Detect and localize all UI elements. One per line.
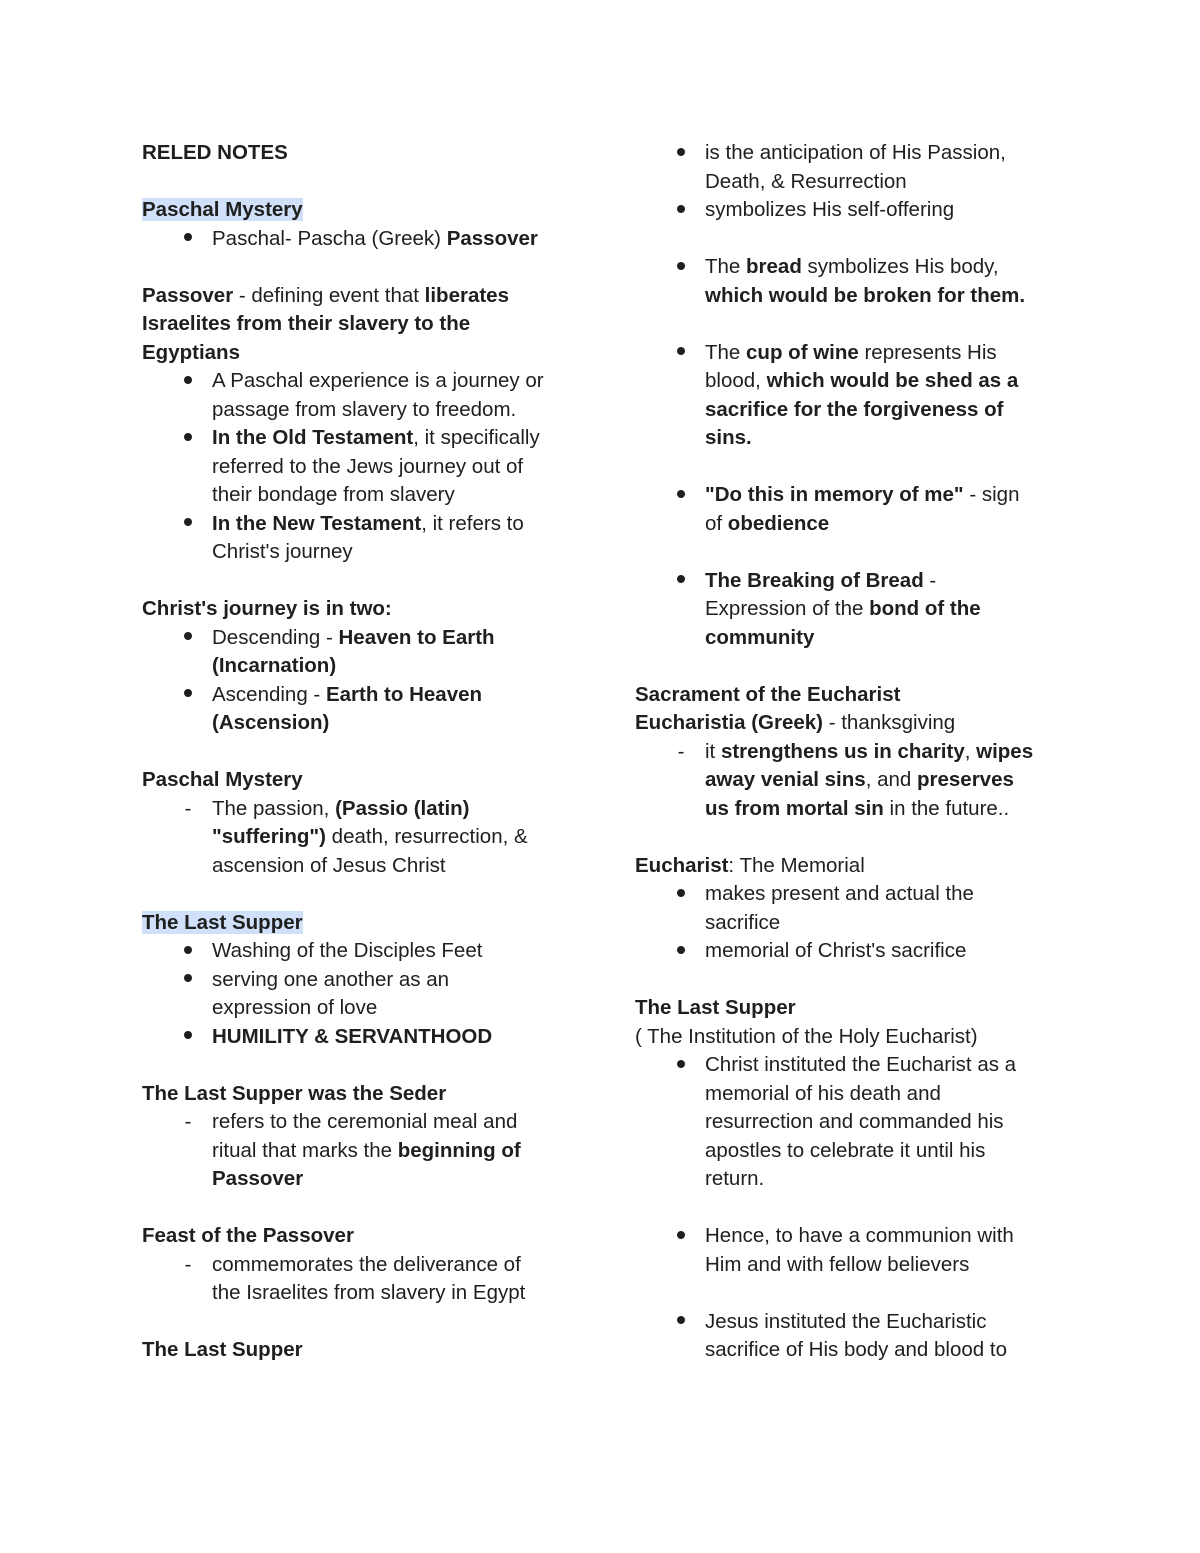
dash-icon bbox=[671, 738, 691, 767]
last-supper-heading: The Last Supper bbox=[142, 910, 303, 934]
list-item: The Breaking of Bread - Expression of the bond of the community bbox=[635, 567, 1065, 653]
journey-heading: Christ's journey is in two: bbox=[142, 597, 392, 620]
list-item: In the New Testament, it refers to Christ's journey bbox=[142, 510, 582, 567]
memorial-heading: Eucharist: The Memorial bbox=[635, 853, 865, 877]
list-item: Jesus instituted the Eucharistic sacrifice of His body and blood to bbox=[635, 1308, 1065, 1365]
list-item: The cup of wine represents His blood, which would be shed as a sacrifice for the forgiveness of sins. bbox=[635, 339, 1065, 453]
list-item: memorial of Christ's sacrifice bbox=[635, 937, 1065, 966]
bullet-icon bbox=[178, 367, 198, 396]
bullet-icon bbox=[178, 225, 198, 254]
list-item: Paschal- Pascha (Greek) Passover bbox=[142, 225, 582, 254]
list-item: "Do this in memory of me" - sign of obedience bbox=[635, 481, 1065, 538]
bullet-icon bbox=[178, 424, 198, 453]
dash-icon bbox=[178, 795, 198, 824]
list-item: - it strengthens us in charity, wipes away venial sins, and preserves us from mortal sin in the future.. bbox=[635, 738, 1065, 824]
list-item: serving one another as an expression of love bbox=[142, 966, 582, 1023]
list-item: is the anticipation of His Passion, Death, & Resurrection bbox=[635, 139, 1065, 196]
institution-subtitle: ( The Institution of the Holy Eucharist) bbox=[635, 1024, 978, 1048]
seder-heading: The Last Supper was the Seder bbox=[142, 1081, 447, 1105]
bullet-icon bbox=[178, 1023, 198, 1052]
list-item: Hence, to have a communion with Him and with fellow believers bbox=[635, 1222, 1065, 1279]
bullet-icon bbox=[178, 937, 198, 966]
list-item: Christ instituted the Eucharist as a memorial of his death and resurrection and commanded his apostles to celebrate it until his return. bbox=[635, 1051, 1065, 1194]
passover-definition: Passover - defining event that liberates Israelites from their slavery to the Egyptians bbox=[142, 283, 509, 364]
page-title: RELED NOTES bbox=[142, 141, 288, 164]
right-column bbox=[635, 139, 1065, 1365]
bullet-icon bbox=[671, 339, 691, 368]
left-column bbox=[142, 139, 582, 1365]
bullet-icon bbox=[178, 624, 198, 653]
list-item: Descending - Heaven to Earth (Incarnation) bbox=[142, 624, 582, 681]
bullet-icon bbox=[178, 681, 198, 710]
list-item: symbolizes His self-offering bbox=[635, 196, 1065, 225]
list-item: - commemorates the deliverance of the Israelites from slavery in Egypt bbox=[142, 1251, 582, 1308]
bullet-icon bbox=[178, 510, 198, 539]
list-item: - refers to the ceremonial meal and ritual that marks the beginning of Passover bbox=[142, 1108, 582, 1194]
bullet-icon bbox=[671, 937, 691, 966]
bullet-icon bbox=[671, 1051, 691, 1080]
sacrament-heading: Sacrament of the Eucharist bbox=[635, 682, 901, 706]
last-supper-heading-3: The Last Supper bbox=[635, 996, 796, 1019]
list-item: HUMILITY & SERVANTHOOD bbox=[142, 1023, 582, 1052]
bullet-icon bbox=[671, 880, 691, 909]
bullet-icon bbox=[671, 1222, 691, 1251]
bullet-icon bbox=[178, 966, 198, 995]
list-item: A Paschal experience is a journey or passage from slavery to freedom. bbox=[142, 367, 582, 424]
bullet-icon bbox=[671, 253, 691, 282]
list-item: In the Old Testament, it specifically referred to the Jews journey out of their bondage from slavery bbox=[142, 424, 582, 510]
last-supper-heading-2: The Last Supper bbox=[142, 1338, 303, 1361]
feast-heading: Feast of the Passover bbox=[142, 1224, 354, 1247]
list-item: The bread symbolizes His body, which would be broken for them. bbox=[635, 253, 1065, 310]
list-item: - The passion, (Passio (latin) "suffering") death, resurrection, & ascension of Jesus Christ bbox=[142, 795, 582, 881]
list-item: Ascending - Earth to Heaven (Ascension) bbox=[142, 681, 582, 738]
bullet-icon bbox=[671, 481, 691, 510]
paschal-mystery-heading: Paschal Mystery bbox=[142, 198, 303, 221]
dash-icon bbox=[178, 1251, 198, 1280]
bullet-icon bbox=[671, 1308, 691, 1337]
bullet-icon bbox=[671, 567, 691, 596]
eucharistia-line: Eucharistia (Greek) - thanksgiving bbox=[635, 711, 956, 734]
list-item: Washing of the Disciples Feet bbox=[142, 937, 582, 966]
bullet-icon bbox=[671, 196, 691, 225]
bullet-icon bbox=[671, 139, 691, 168]
paschal-mystery-heading-2: Paschal Mystery bbox=[142, 768, 303, 791]
list-item: makes present and actual the sacrifice bbox=[635, 880, 1065, 937]
dash-icon bbox=[178, 1108, 198, 1137]
